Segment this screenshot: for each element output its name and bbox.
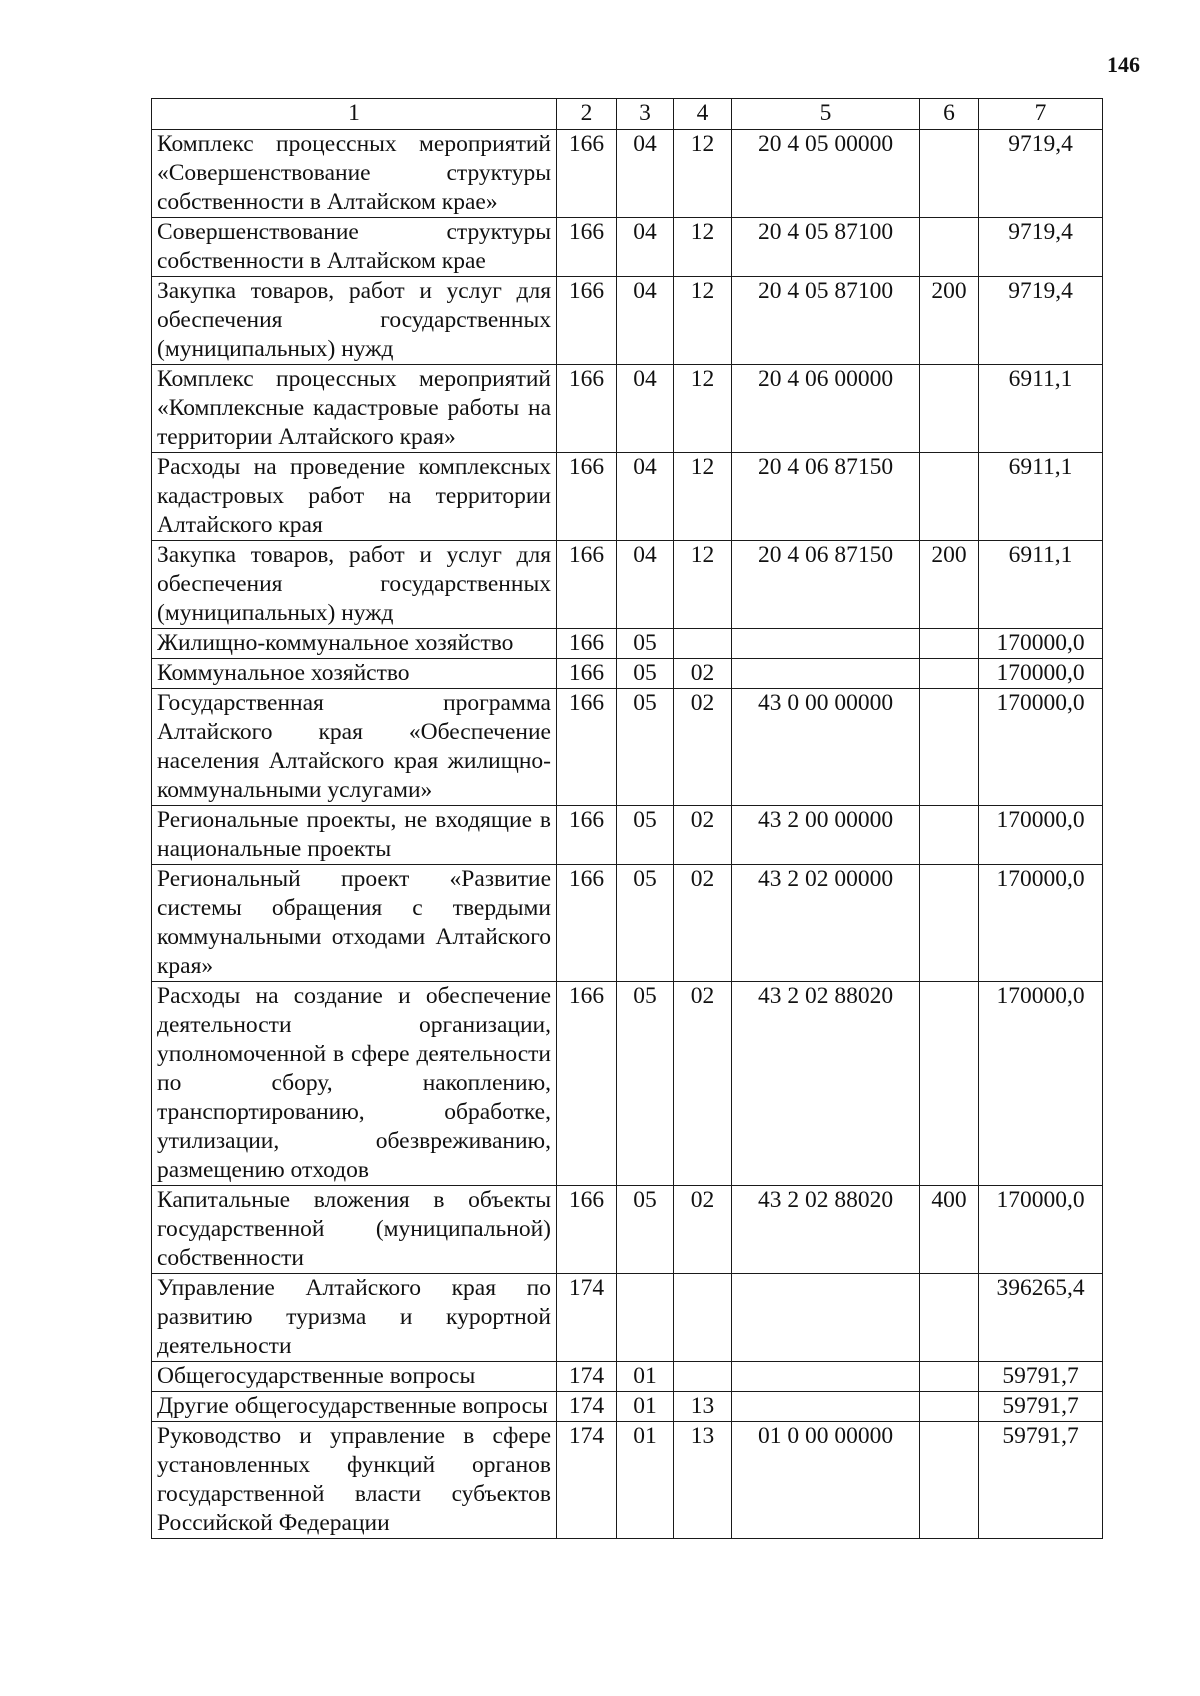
row-section-code: 01: [617, 1362, 674, 1392]
row-section-code: 05: [617, 982, 674, 1186]
row-target-code: 43 2 02 00000: [732, 865, 920, 982]
row-amount: 6911,1: [979, 541, 1103, 629]
row-subsection-code: 02: [674, 689, 732, 806]
row-ministry-code: 174: [557, 1274, 617, 1362]
table-row: [152, 218, 1103, 277]
table-row: [152, 1186, 1103, 1274]
row-name: Жилищно-коммунальное хозяйство: [152, 629, 557, 659]
header-col-7: 7: [979, 99, 1103, 130]
row-ministry-code: 166: [557, 629, 617, 659]
row-expense-type: [920, 982, 979, 1186]
row-section-code: 05: [617, 689, 674, 806]
table-row: [152, 1422, 1103, 1539]
row-ministry-code: 174: [557, 1362, 617, 1392]
table-row: [152, 659, 1103, 689]
row-ministry-code: 166: [557, 689, 617, 806]
row-section-code: 04: [617, 130, 674, 218]
row-amount: 396265,4: [979, 1274, 1103, 1362]
row-section-code: 01: [617, 1422, 674, 1539]
table-row: [152, 1392, 1103, 1422]
row-subsection-code: 12: [674, 541, 732, 629]
row-name: Расходы на проведение комплексных кадастровых работ на территории Алтайского края: [152, 453, 557, 541]
header-col-2: 2: [557, 99, 617, 130]
row-target-code: [732, 659, 920, 689]
row-target-code: [732, 1274, 920, 1362]
row-name: Руководство и управление в сфере установленных функций органов государственной власти субъектов Российской Федерации: [152, 1422, 557, 1539]
row-expense-type: [920, 130, 979, 218]
row-amount: 170000,0: [979, 1186, 1103, 1274]
row-expense-type: 400: [920, 1186, 979, 1274]
row-name: Комплекс процессных мероприятий «Совершенствование структуры собственности в Алтайском крае»: [152, 130, 557, 218]
row-target-code: 43 0 00 00000: [732, 689, 920, 806]
row-ministry-code: 166: [557, 130, 617, 218]
table-row: [152, 277, 1103, 365]
row-amount: 6911,1: [979, 453, 1103, 541]
row-name: Региональные проекты, не входящие в национальные проекты: [152, 806, 557, 865]
row-name: Комплекс процессных мероприятий «Комплексные кадастровые работы на территории Алтайского края»: [152, 365, 557, 453]
row-name: Другие общегосударственные вопросы: [152, 1392, 557, 1422]
row-subsection-code: 12: [674, 218, 732, 277]
table-row: [152, 689, 1103, 806]
row-section-code: 04: [617, 453, 674, 541]
row-target-code: 43 2 00 00000: [732, 806, 920, 865]
table-row: [152, 130, 1103, 218]
row-subsection-code: 13: [674, 1392, 732, 1422]
row-subsection-code: 02: [674, 865, 732, 982]
row-ministry-code: 166: [557, 982, 617, 1186]
row-subsection-code: [674, 629, 732, 659]
row-ministry-code: 174: [557, 1392, 617, 1422]
row-section-code: 04: [617, 277, 674, 365]
row-section-code: 05: [617, 865, 674, 982]
row-subsection-code: 12: [674, 277, 732, 365]
row-ministry-code: 174: [557, 1422, 617, 1539]
row-expense-type: [920, 1274, 979, 1362]
row-expense-type: [920, 365, 979, 453]
row-target-code: 43 2 02 88020: [732, 1186, 920, 1274]
row-amount: 170000,0: [979, 629, 1103, 659]
row-amount: 170000,0: [979, 689, 1103, 806]
row-ministry-code: 166: [557, 865, 617, 982]
header-col-5: 5: [732, 99, 920, 130]
table-header: [152, 99, 1103, 130]
row-subsection-code: [674, 1362, 732, 1392]
table-row: [152, 541, 1103, 629]
row-name: Расходы на создание и обеспечение деятельности организации, уполномоченной в сфере деятельности по сбору, накоплению, транспортированию, обработке, утилизации, обезвреживанию, размещению отходов: [152, 982, 557, 1186]
row-ministry-code: 166: [557, 659, 617, 689]
row-name: Закупка товаров, работ и услуг для обеспечения государственных (муниципальных) нужд: [152, 541, 557, 629]
row-subsection-code: 12: [674, 130, 732, 218]
table-row: [152, 1362, 1103, 1392]
row-subsection-code: 12: [674, 453, 732, 541]
row-subsection-code: 02: [674, 1186, 732, 1274]
page-number: 146: [1107, 52, 1140, 77]
row-section-code: 05: [617, 659, 674, 689]
row-name: Государственная программа Алтайского края «Обеспечение населения Алтайского края жилищно-коммунальными услугами»: [152, 689, 557, 806]
row-target-code: [732, 1392, 920, 1422]
row-subsection-code: 12: [674, 365, 732, 453]
row-subsection-code: 02: [674, 806, 732, 865]
row-name: Управление Алтайского края по развитию туризма и курортной деятельности: [152, 1274, 557, 1362]
row-expense-type: [920, 806, 979, 865]
row-expense-type: [920, 865, 979, 982]
header-row: [152, 99, 1103, 130]
row-name: Закупка товаров, работ и услуг для обеспечения государственных (муниципальных) нужд: [152, 277, 557, 365]
row-ministry-code: 166: [557, 218, 617, 277]
row-subsection-code: 02: [674, 659, 732, 689]
row-expense-type: [920, 629, 979, 659]
row-target-code: 20 4 06 87150: [732, 541, 920, 629]
row-expense-type: [920, 1362, 979, 1392]
row-section-code: [617, 1274, 674, 1362]
row-expense-type: [920, 1422, 979, 1539]
row-target-code: [732, 1362, 920, 1392]
row-target-code: 43 2 02 88020: [732, 982, 920, 1186]
row-section-code: 04: [617, 365, 674, 453]
row-subsection-code: 02: [674, 982, 732, 1186]
row-section-code: 04: [617, 541, 674, 629]
row-target-code: 01 0 00 00000: [732, 1422, 920, 1539]
row-expense-type: 200: [920, 541, 979, 629]
row-name: Общегосударственные вопросы: [152, 1362, 557, 1392]
table-row: [152, 629, 1103, 659]
table-row: [152, 806, 1103, 865]
row-target-code: 20 4 05 87100: [732, 277, 920, 365]
row-subsection-code: 13: [674, 1422, 732, 1539]
table-row: [152, 982, 1103, 1186]
row-expense-type: [920, 1392, 979, 1422]
row-name: Совершенствование структуры собственности в Алтайском крае: [152, 218, 557, 277]
row-section-code: 05: [617, 806, 674, 865]
row-subsection-code: [674, 1274, 732, 1362]
row-amount: 170000,0: [979, 982, 1103, 1186]
row-name: Региональный проект «Развитие системы обращения с твердыми коммунальными отходами Алтайского края»: [152, 865, 557, 982]
row-section-code: 05: [617, 1186, 674, 1274]
row-ministry-code: 166: [557, 1186, 617, 1274]
row-expense-type: 200: [920, 277, 979, 365]
budget-table: [151, 98, 1103, 1539]
row-amount: 59791,7: [979, 1392, 1103, 1422]
table-row: [152, 1274, 1103, 1362]
header-col-1: 1: [152, 99, 557, 130]
row-ministry-code: 166: [557, 806, 617, 865]
row-ministry-code: 166: [557, 453, 617, 541]
row-expense-type: [920, 689, 979, 806]
row-expense-type: [920, 659, 979, 689]
row-name: Капитальные вложения в объекты государственной (муниципальной) собственности: [152, 1186, 557, 1274]
header-col-6: 6: [920, 99, 979, 130]
row-target-code: 20 4 06 87150: [732, 453, 920, 541]
table-row: [152, 365, 1103, 453]
row-amount: 170000,0: [979, 865, 1103, 982]
table-body: [152, 130, 1103, 1539]
row-section-code: 05: [617, 629, 674, 659]
row-amount: 170000,0: [979, 659, 1103, 689]
row-amount: 170000,0: [979, 806, 1103, 865]
row-target-code: 20 4 05 87100: [732, 218, 920, 277]
header-col-4: 4: [674, 99, 732, 130]
row-amount: 9719,4: [979, 218, 1103, 277]
row-ministry-code: 166: [557, 541, 617, 629]
row-amount: 59791,7: [979, 1362, 1103, 1392]
table-row: [152, 453, 1103, 541]
row-amount: 9719,4: [979, 277, 1103, 365]
row-amount: 59791,7: [979, 1422, 1103, 1539]
row-target-code: 20 4 05 00000: [732, 130, 920, 218]
row-target-code: 20 4 06 00000: [732, 365, 920, 453]
row-target-code: [732, 629, 920, 659]
row-name: Коммунальное хозяйство: [152, 659, 557, 689]
row-amount: 6911,1: [979, 365, 1103, 453]
row-ministry-code: 166: [557, 277, 617, 365]
row-expense-type: [920, 453, 979, 541]
row-amount: 9719,4: [979, 130, 1103, 218]
row-ministry-code: 166: [557, 365, 617, 453]
row-section-code: 04: [617, 218, 674, 277]
table-row: [152, 865, 1103, 982]
header-col-3: 3: [617, 99, 674, 130]
row-expense-type: [920, 218, 979, 277]
row-section-code: 01: [617, 1392, 674, 1422]
